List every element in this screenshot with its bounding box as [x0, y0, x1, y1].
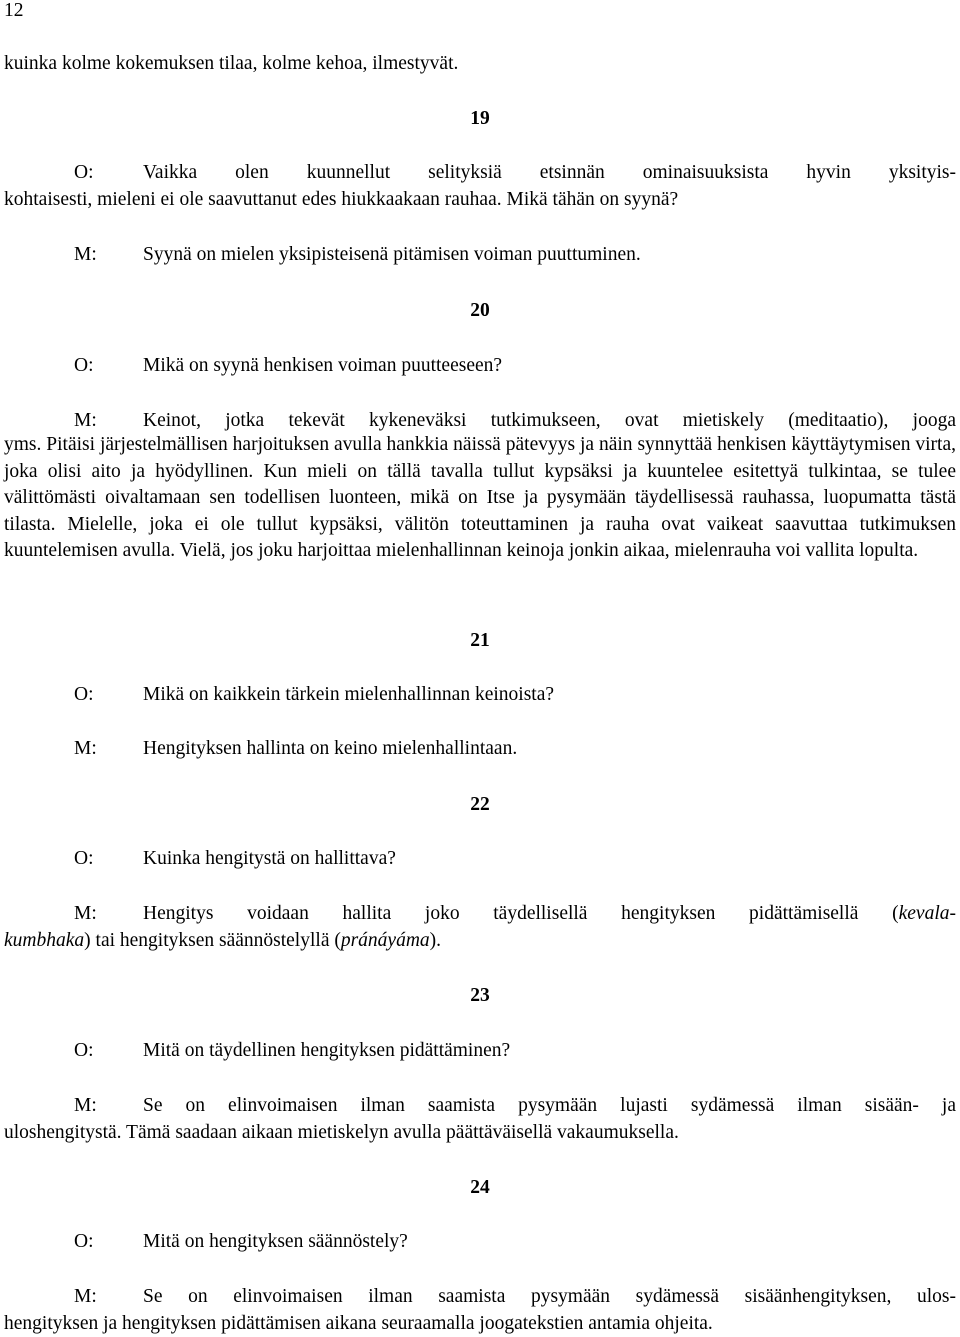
section-number-23: 23: [470, 985, 490, 1006]
answer-text: Keinot, jotka tekevät kykeneväksi tutkimukseen, ovat mietiskely (meditaatio), jooga: [143, 410, 956, 431]
answer-italic-term: kumbhaka: [4, 930, 85, 951]
question-21: [74, 684, 554, 706]
answer-20-line1: [74, 410, 956, 432]
answer-text: Syynä on mielen yksipisteisenä pitämisen voiman puuttuminen.: [143, 244, 641, 265]
question-label: O:: [74, 162, 94, 183]
question-text: Vaikka olen kuunnellut selityksiä etsinnän ominaisuuksista hyvin yksityis-: [143, 162, 956, 183]
answer-text: ) tai hengityksen säännöstelyllä (: [84, 930, 341, 951]
question-text: Kuinka hengitystä on hallittava?: [143, 848, 396, 869]
question-24: [74, 1231, 408, 1253]
section-number-22: 22: [470, 794, 490, 815]
question-label: O:: [74, 1040, 94, 1061]
page-number: 12: [4, 0, 24, 21]
intro-line: kuinka kolme kokemuksen tilaa, kolme kehoa, ilmestyvät.: [4, 53, 459, 74]
answer-label: M:: [74, 903, 97, 924]
answer-22-line1: [74, 903, 956, 925]
answer-label: M:: [74, 410, 97, 431]
question-19-line2: kohtaisesti, mieleni ei ole saavuttanut edes hiukkaakaan rauhaa. Mikä tähän on syynä?: [4, 189, 679, 210]
answer-text: Se on elinvoimaisen ilman saamista pysymään sydämessä sisäänhengityksen, ulos-: [143, 1286, 956, 1307]
section-number-24: 24: [470, 1177, 490, 1198]
section-number-19: 19: [470, 108, 490, 129]
answer-24-line2: hengityksen ja hengityksen pidättämisen aikana seuraamalla joogatekstien antamia ohjeita.: [4, 1313, 713, 1334]
answer-19: [74, 244, 641, 266]
question-19-line1: [74, 162, 956, 184]
answer-text: Se on elinvoimaisen ilman saamista pysymään lujasti sydämessä ilman sisään- ja: [143, 1095, 956, 1116]
question-text: Mitä on hengityksen säännöstely?: [143, 1231, 408, 1252]
question-label: O:: [74, 1231, 94, 1252]
answer-24-line1: [74, 1286, 956, 1308]
question-text: Mikä on kaikkein tärkein mielenhallinnan keinoista?: [143, 684, 555, 705]
question-label: O:: [74, 355, 94, 376]
answer-20-rest: yms. Pitäisi järjestelmällisen harjoituksen avulla hankkia näissä pätevyys ja näin synnyttää henkisen käyttäytymisen virta, joka olisi aito ja hyödyllinen. Kun mieli on tällä tavalla tullut kypsäksi ja kuuntelee esitettyä tulkintaa, se tulee välittömästi oivaltamaan sen todellisen luonteen, mikä on Itse ja pysymään täydellisessä rauhassa, luopumatta tästä tilasta. Mielelle, joka ei ole tullut kypsäksi, välitön toteuttaminen ja rauha ovat vaikeat saavuttaa tutkimuksen kuuntelemisen avulla. Vielä, jos joku harjoittaa mielenhallinnan keinoja jonkin aikaa, mielenrauha voi vallita lopulta.: [4, 434, 956, 561]
answer-23-line2: uloshengitystä. Tämä saadaan aikaan mietiskelyn avulla päättäväisellä vakaumuksella.: [4, 1122, 679, 1143]
answer-text: Hengityksen hallinta on keino mielenhallintaan.: [143, 738, 518, 759]
answer-label: M:: [74, 1095, 97, 1116]
answer-text: Hengitys voidaan hallita joko täydellisellä hengityksen pidättämisellä (: [143, 903, 899, 924]
section-number-20: 20: [470, 300, 490, 321]
section-number-21: 21: [470, 630, 490, 651]
answer-label: M:: [74, 244, 97, 265]
answer-label: M:: [74, 738, 97, 759]
question-label: O:: [74, 848, 94, 869]
answer-23-line1: [74, 1095, 956, 1117]
answer-label: M:: [74, 1286, 97, 1307]
question-22: [74, 848, 396, 870]
answer-22-line2: [4, 930, 441, 952]
question-label: O:: [74, 684, 94, 705]
answer-21: [74, 738, 517, 760]
answer-italic-term: kevala-: [898, 903, 956, 924]
question-23: [74, 1040, 510, 1062]
question-20: [74, 355, 502, 377]
answer-text: ).: [429, 930, 442, 951]
question-text: Mitä on täydellinen hengityksen pidättäminen?: [143, 1040, 511, 1061]
question-text: Mikä on syynä henkisen voiman puutteeseen?: [143, 355, 503, 376]
answer-italic-term: pránáyáma: [340, 930, 430, 951]
